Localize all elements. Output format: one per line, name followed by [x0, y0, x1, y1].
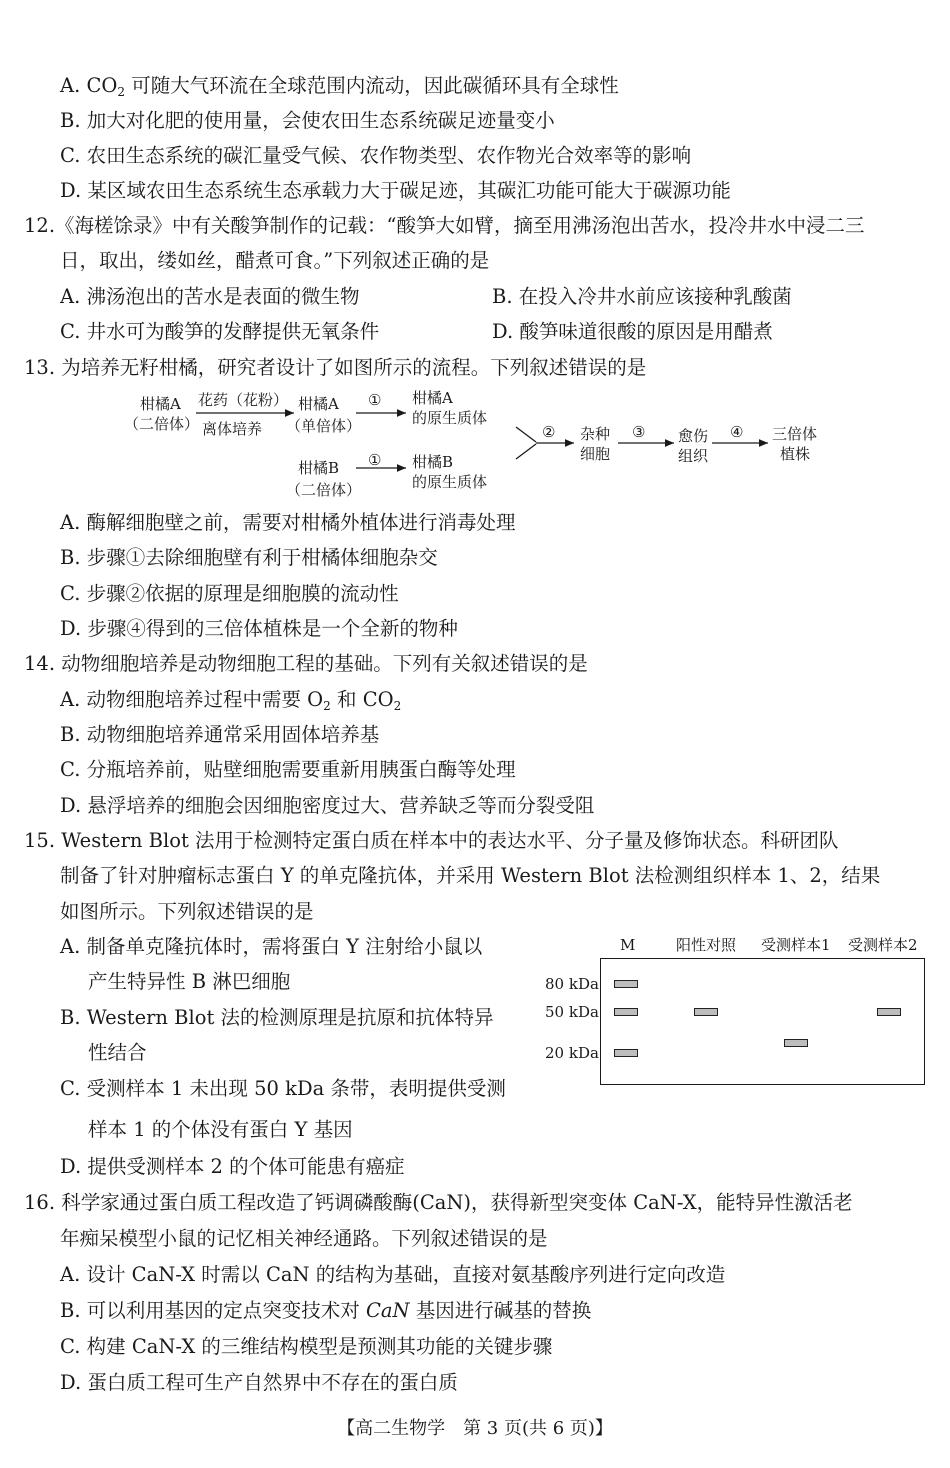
q15-stem-line3: 如图所示。下列叙述错误的是 [60, 900, 314, 923]
band-sample-2-50kda [877, 1008, 901, 1016]
q15-option-c-line2: 样本 1 的个体没有蛋白 Y 基因 [88, 1118, 353, 1141]
protoplast-a-line1: 柑橘A [412, 389, 453, 407]
q16-option-b-pre: B. 可以利用基因的定点突变技术对 [60, 1299, 366, 1322]
citrus-a-haploid-sub: （单倍体） [286, 417, 362, 435]
q15-option-b-line1: B. Western Blot 法的检测原理是抗原和抗体特异 [60, 1006, 494, 1029]
q16-option-c: C. 构建 CaN-X 的三维结构模型是预测其功能的关键步骤 [60, 1335, 553, 1358]
band-marker-20kda [614, 1049, 638, 1057]
band-sample-1 [784, 1039, 808, 1047]
q14-option-b: B. 动物细胞培养通常采用固体培养基 [60, 723, 380, 746]
marker-20kda-label: 20 kDa [545, 1044, 599, 1062]
callus-line2: 组织 [678, 447, 709, 465]
in-vitro-culture-label: 离体培养 [202, 420, 263, 438]
q15-option-d: D. 提供受测样本 2 的个体可能患有癌症 [60, 1155, 405, 1178]
q13-stem: 13. 为培养无籽柑橘，研究者设计了如图所示的流程。下列叙述错误的是 [24, 356, 647, 379]
citrus-b-sub: （二倍体） [286, 481, 362, 499]
step2-label: ② [542, 423, 556, 441]
marker-50kda-label: 50 kDa [545, 1003, 599, 1021]
q14-option-d: D. 悬浮培养的细胞会因细胞密度过大、营养缺乏等而分裂受阻 [60, 794, 595, 817]
lane-label-sample-1: 受测样本1 [761, 936, 831, 954]
q11-option-a-post: 可随大气环流在全球范围内流动，因此碳循环具有全球性 [125, 74, 619, 97]
merge-line-bottom [516, 444, 536, 459]
band-positive-control-50kda [694, 1008, 718, 1016]
hybrid-cell-line2: 细胞 [580, 445, 611, 463]
citrus-a-diploid-sub: （二倍体） [124, 415, 200, 433]
marker-80kda-label: 80 kDa [545, 975, 599, 993]
lane-label-sample-2: 受测样本2 [848, 936, 918, 954]
q16-stem-line1: 16. 科学家通过蛋白质工程改造了钙调磷酸酶(CaN)，获得新型突变体 CaN-X，能特异性激活老 [24, 1191, 853, 1214]
q13-option-b: B. 步骤①去除细胞壁有利于柑橘体细胞杂交 [60, 546, 438, 569]
protoplast-a-line2: 的原生质体 [412, 409, 488, 427]
blot-membrane [600, 958, 925, 1085]
citrus-b-label: 柑橘B [298, 459, 340, 477]
q15-option-c-line1: C. 受测样本 1 未出现 50 kDa 条带，表明提供受测 [60, 1077, 506, 1100]
q14-option-a-pre: A. 动物细胞培养过程中需要 O [60, 688, 324, 711]
q15-option-b-line2: 性结合 [88, 1041, 147, 1064]
q11-option-b: B. 加大对化肥的使用量，会使农田生态系统碳足迹量变小 [60, 109, 555, 132]
q13-option-d: D. 步骤④得到的三倍体植株是一个全新的物种 [60, 617, 458, 640]
anther-label: 花药（花粉） [198, 391, 289, 409]
q12-stem-line1: 12.《海槎馀录》中有关酸笋制作的记载：“酸笋大如臂，摘至用沸汤泡出苦水，投冷井水中浸二三 [24, 214, 865, 237]
q11-option-c: C. 农田生态系统的碳汇量受气候、农作物类型、农作物光合效率等的影响 [60, 144, 692, 167]
merge-line-top [516, 427, 536, 442]
citrus-a-diploid-label: 柑橘A [140, 395, 181, 413]
q16-option-b-post: 基因进行碱基的替换 [409, 1299, 592, 1322]
band-marker-80kda [614, 980, 638, 988]
citrus-a-haploid-label: 柑橘A [298, 395, 339, 413]
q13-option-a: A. 酶解细胞壁之前，需要对柑橘外植体进行消毒处理 [60, 511, 516, 534]
protoplast-b-line2: 的原生质体 [412, 473, 488, 491]
q12-option-b: B. 在投入冷井水前应该接种乳酸菌 [492, 285, 792, 308]
q12-option-a: A. 沸汤泡出的苦水是表面的微生物 [60, 285, 360, 308]
page-footer: 【高二生物学 第 3 页(共 6 页)】 [337, 1418, 613, 1439]
q14-option-a-sub1: 2 [323, 699, 331, 713]
q15-stem-line1: 15. Western Blot 法用于检测特定蛋白质在样本中的表达水平、分子量及修饰状态。科研团队 [24, 829, 839, 852]
step1-label-a: ① [368, 391, 382, 409]
q16-option-a: A. 设计 CaN-X 时需以 CaN 的结构为基础，直接对氨基酸序列进行定向改造 [60, 1263, 726, 1286]
lane-label-positive-control: 阳性对照 [676, 936, 737, 954]
q12-option-c: C. 井水可为酸笋的发酵提供无氧条件 [60, 320, 380, 343]
band-marker-50kda [614, 1008, 638, 1016]
q11-option-a-sub: 2 [117, 85, 126, 99]
q16-stem-line2: 年痴呆模型小鼠的记忆相关神经通路。下列叙述错误的是 [60, 1227, 548, 1250]
q16-option-d: D. 蛋白质工程可生产自然界中不存在的蛋白质 [60, 1371, 458, 1394]
q16-option-b-gene: CaN [365, 1299, 410, 1322]
step4-label: ④ [730, 423, 744, 441]
q14-option-a-mid: 和 CO [330, 688, 394, 711]
hybrid-cell-line1: 杂种 [580, 425, 611, 443]
lane-label-m: M [620, 936, 636, 954]
q15-option-a-line2: 产生特异性 B 淋巴细胞 [88, 970, 291, 993]
callus-line1: 愈伤 [678, 427, 709, 445]
q15-option-a-line1: A. 制备单克隆抗体时，需将蛋白 Y 注射给小鼠以 [60, 935, 483, 958]
step3-label: ③ [632, 423, 646, 441]
q13-option-c: C. 步骤②依据的原理是细胞膜的流动性 [60, 582, 399, 605]
q14-option-a [60, 690, 401, 712]
q16-option-b [60, 1301, 591, 1321]
q13-flow-diagram [0, 385, 950, 505]
western-blot-figure [540, 930, 940, 1090]
q12-option-d: D. 酸笋味道很酸的原因是用醋煮 [492, 320, 773, 343]
q11-option-a-pre: A. CO [60, 74, 118, 97]
q14-option-c: C. 分瓶培养前，贴壁细胞需要重新用胰蛋白酶等处理 [60, 758, 516, 781]
q14-stem: 14. 动物细胞培养是动物细胞工程的基础。下列有关叙述错误的是 [24, 652, 588, 675]
step1-label-b: ① [368, 451, 382, 469]
q11-option-a [60, 76, 619, 98]
triploid-line2: 植株 [780, 445, 811, 463]
q15-stem-line2: 制备了针对肿瘤标志蛋白 Y 的单克隆抗体，并采用 Western Blot 法检测组织样本 1、2，结果 [60, 864, 881, 887]
q14-option-a-sub2: 2 [393, 699, 402, 713]
q11-option-d: D. 某区域农田生态系统生态承载力大于碳足迹，其碳汇功能可能大于碳源功能 [60, 179, 731, 202]
q12-stem-line2: 日，取出，缕如丝，醋煮可食。”下列叙述正确的是 [60, 249, 490, 272]
triploid-line1: 三倍体 [772, 425, 818, 443]
protoplast-b-line1: 柑橘B [412, 453, 454, 471]
